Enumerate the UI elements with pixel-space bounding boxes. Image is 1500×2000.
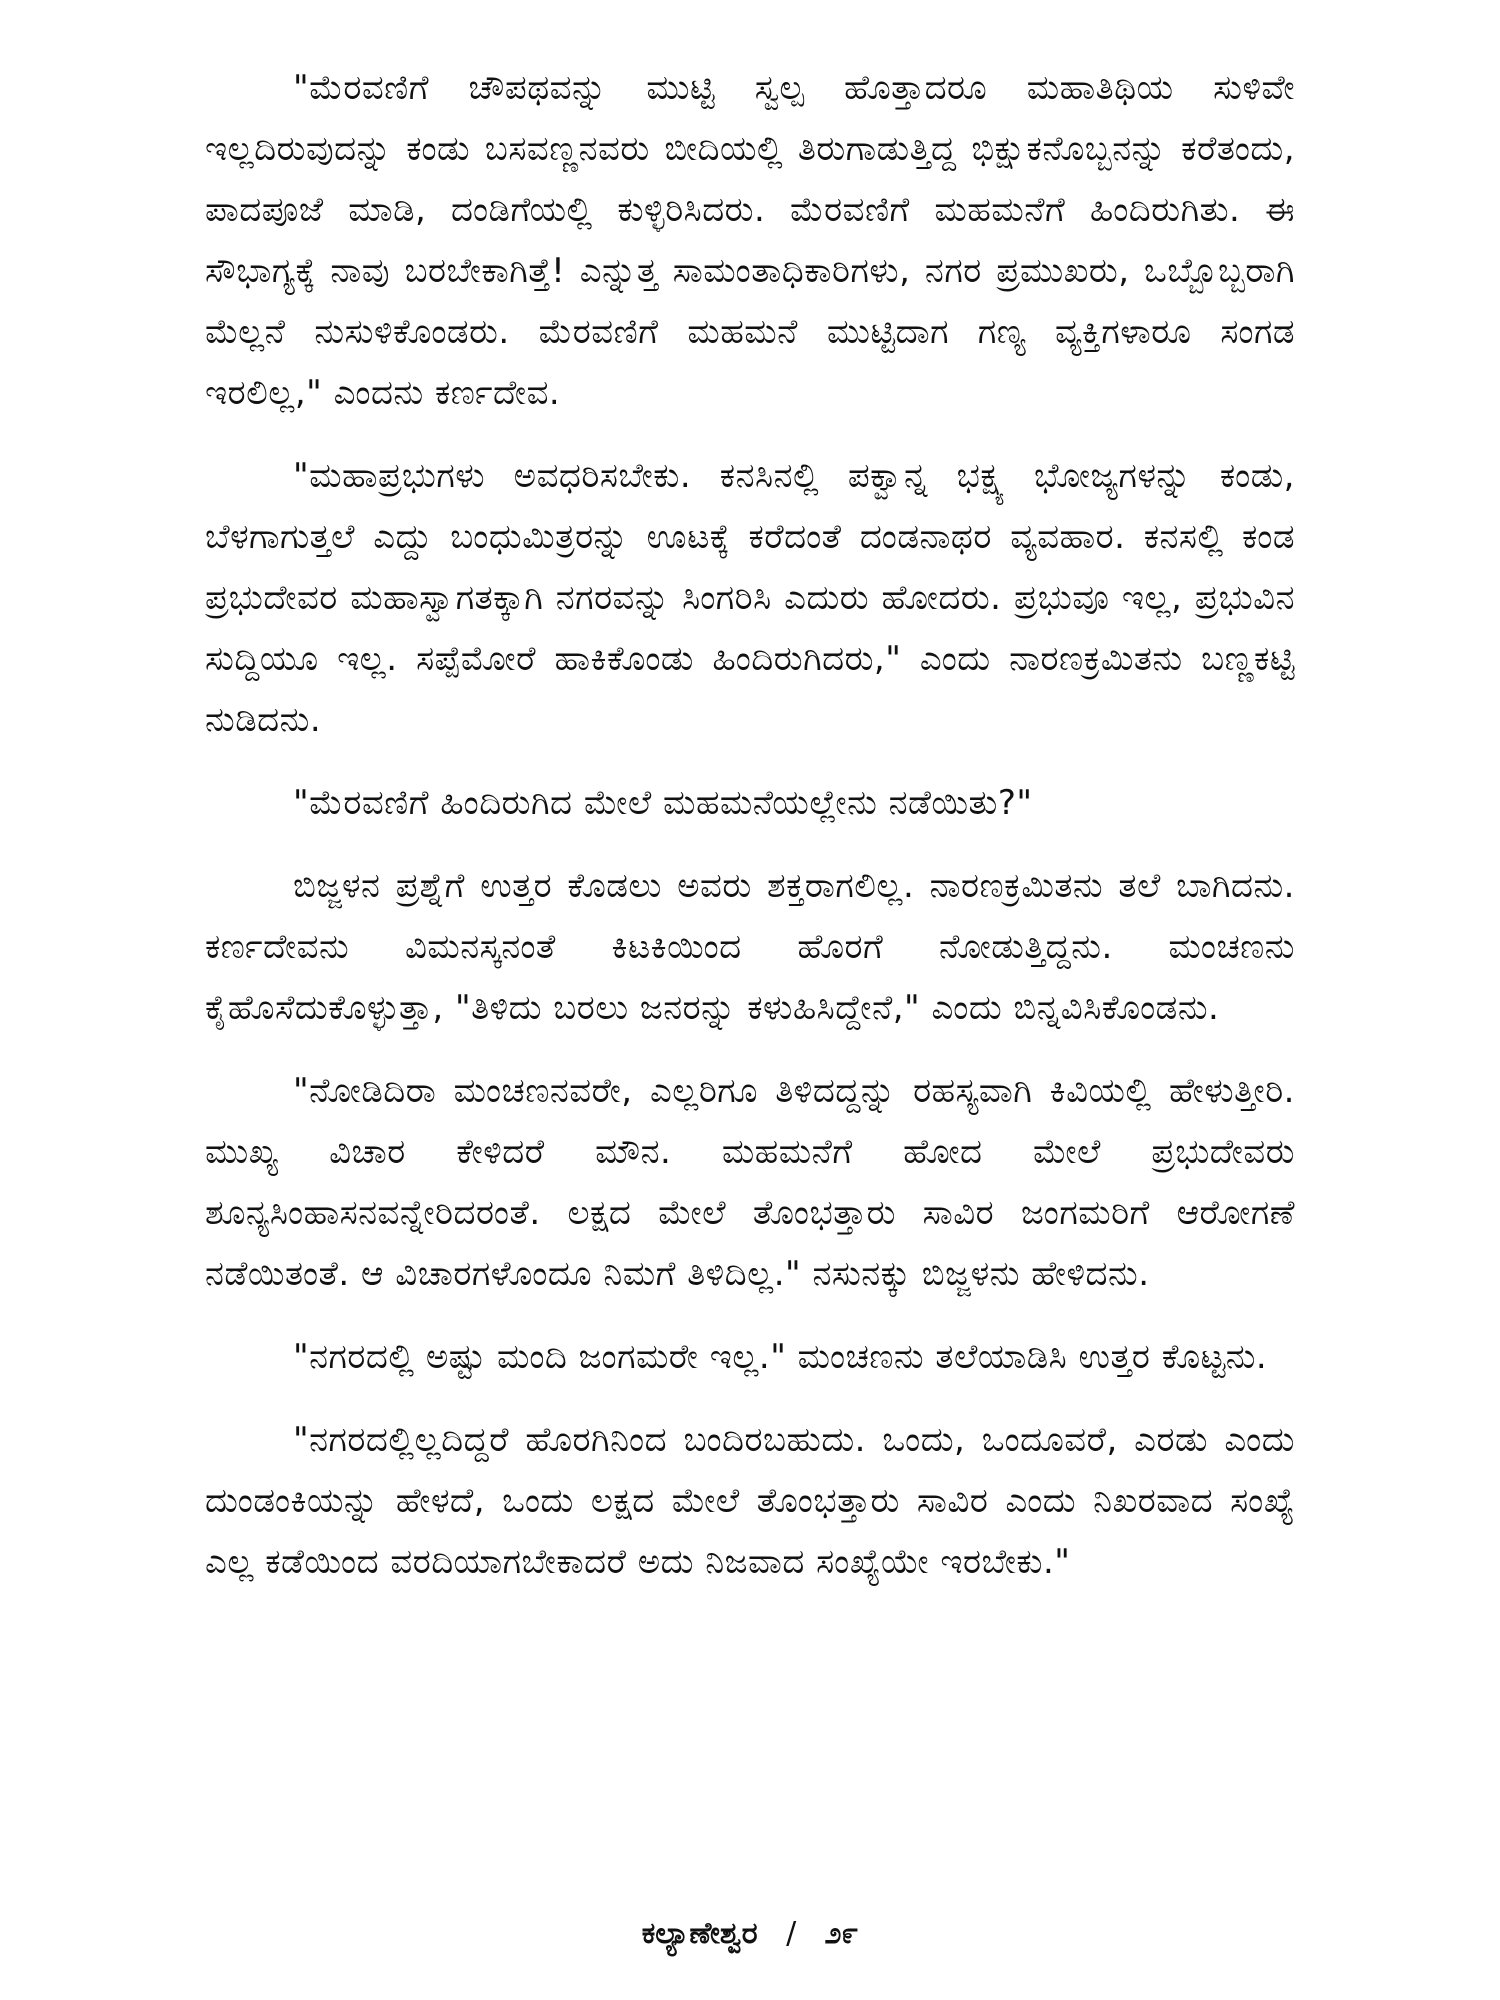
paragraph: "ಮೆರವಣಿಗೆ ಹಿಂದಿರುಗಿದ ಮೇಲೆ ಮಹಮನೆಯಲ್ಲೇನು ನಡೆಯಿತು?" [293, 783, 1033, 823]
book-title: ಕಲ್ಯಾಣೇಶ್ವರ [641, 1916, 758, 1951]
paragraph: "ಮಹಾಪ್ರಭುಗಳು ಅವಧರಿಸಬೇಕು. ಕನಸಿನಲ್ಲಿ ಪಕ್ವಾನ್ನ ಭಕ್ಷ್ಯ ಭೋಜ್ಯಗಳನ್ನು ಕಂಡು, ಬೆಳಗಾಗುತ್ತಲೆ ಎದ್ದು ಬಂಧುಮಿತ್ರರನ್ನು ಊಟಕ್ಕೆ ಕರೆದಂತೆ ದಂಡನಾಥರ ವ್ಯವಹಾರ. ಕನಸಲ್ಲಿ ಕಂಡ ಪ್ರಭುದೇವರ ಮಹಾಸ್ವಾಗತಕ್ಕಾಗಿ ನಗರವನ್ನು ಸಿಂಗರಿಸಿ ಎದುರು ಹೋದರು. ಪ್ರಭುವೂ ಇಲ್ಲ, ಪ್ರಭುವಿನ ಸುದ್ದಿಯೂ ಇಲ್ಲ. ಸಪ್ಪೆಮೋರೆ ಹಾಕಿಕೊಂಡು ಹಿಂದಿರುಗಿದರು," ಎಂದು ನಾರಣಕ್ರಮಿತನು ಬಣ್ಣಕಟ್ಟಿ ನುಡಿದನು. [205, 456, 1295, 740]
paragraph: "ನಗರದಲ್ಲಿ ಅಷ್ಟು ಮಂದಿ ಜಂಗಮರೇ ಇಲ್ಲ." ಮಂಚಣನು ತಲೆಯಾಡಿಸಿ ಉತ್ತರ ಕೊಟ್ಟನು. [293, 1337, 1268, 1377]
paragraph: "ಮೆರವಣಿಗೆ ಚೌಪಥವನ್ನು ಮುಟ್ಟಿ ಸ್ವಲ್ಪ ಹೊತ್ತಾದರೂ ಮಹಾತಿಥಿಯ ಸುಳಿವೇ ಇಲ್ಲದಿರುವುದನ್ನು ಕಂಡು ಬಸವಣ್ಣನವರು ಬೀದಿಯಲ್ಲಿ ತಿರುಗಾಡುತ್ತಿದ್ದ ಭಿಕ್ಷುಕನೊಬ್ಬನನ್ನು ಕರೆತಂದು, ಪಾದಪೂಜೆ ಮಾಡಿ, ದಂಡಿಗೆಯಲ್ಲಿ ಕುಳ್ಳಿರಿಸಿದರು. ಮೆರವಣಿಗೆ ಮಹಮನೆಗೆ ಹಿಂದಿರುಗಿತು. ಈ ಸೌಭಾಗ್ಯಕ್ಕೆ ನಾವು ಬರಬೇಕಾಗಿತ್ತೆ! ಎನ್ನುತ್ತ ಸಾಮಂತಾಧಿಕಾರಿಗಳು, ನಗರ ಪ್ರಮುಖರು, ಒಬ್ಬೊಬ್ಬರಾಗಿ ಮೆಲ್ಲನೆ ನುಸುಳಿಕೊಂಡರು. ಮೆರವಣಿಗೆ ಮಹಮನೆ ಮುಟ್ಟಿದಾಗ ಗಣ್ಯ ವ್ಯಕ್ತಿಗಳಾರೂ ಸಂಗಡ ಇರಲಿಲ್ಲ," ಎಂದನು ಕರ್ಣದೇವ. [205, 68, 1295, 413]
paragraph: ಬಿಜ್ಜಳನ ಪ್ರಶ್ನೆಗೆ ಉತ್ತರ ಕೊಡಲು ಅವರು ಶಕ್ತರಾಗಲಿಲ್ಲ. ನಾರಣಕ್ರಮಿತನು ತಲೆ ಬಾಗಿದನು. ಕರ್ಣದೇವನು ವಿಮನಸ್ಕನಂತೆ ಕಿಟಕಿಯಿಂದ ಹೊರಗೆ ನೋಡುತ್ತಿದ್ದನು. ಮಂಚಣನು ಕೈಹೊಸೆದುಕೊಳ್ಳುತ್ತಾ, "ತಿಳಿದು ಬರಲು ಜನರನ್ನು ಕಳುಹಿಸಿದ್ದೇನೆ," ಎಂದು ಬಿನ್ನವಿಸಿಕೊಂಡನು. [205, 866, 1295, 1028]
paragraph: "ನಗರದಲ್ಲಿಲ್ಲದಿದ್ದರೆ ಹೊರಗಿನಿಂದ ಬಂದಿರಬಹುದು. ಒಂದು, ಒಂದೂವರೆ, ಎರಡು ಎಂದು ದುಂಡಂಕಿಯನ್ನು ಹೇಳದೆ, ಒಂದು ಲಕ್ಷದ ಮೇಲೆ ತೊಂಭತ್ತಾರು ಸಾವಿರ ಎಂದು ನಿಖರವಾದ ಸಂಖ್ಯೆ ಎಲ್ಲ ಕಡೆಯಿಂದ ವರದಿಯಾಗಬೇಕಾದರೆ ಅದು ನಿಜವಾದ ಸಂಖ್ಯೆಯೇ ಇರಬೇಕು." [205, 1420, 1295, 1582]
paragraph: "ನೋಡಿದಿರಾ ಮಂಚಣನವರೇ, ಎಲ್ಲರಿಗೂ ತಿಳಿದದ್ದನ್ನು ರಹಸ್ಯವಾಗಿ ಕಿವಿಯಲ್ಲಿ ಹೇಳುತ್ತೀರಿ. ಮುಖ್ಯ ವಿಚಾರ ಕೇಳಿದರೆ ಮೌನ. ಮಹಮನೆಗೆ ಹೋದ ಮೇಲೆ ಪ್ರಭುದೇವರು ಶೂನ್ಯಸಿಂಹಾಸನವನ್ನೇರಿದರಂತೆ. ಲಕ್ಷದ ಮೇಲೆ ತೊಂಭತ್ತಾರು ಸಾವಿರ ಜಂಗಮರಿಗೆ ಆರೋಗಣೆ ನಡೆಯಿತಂತೆ. ಆ ವಿಚಾರಗಳೊಂದೂ ನಿಮಗೆ ತಿಳಿದಿಲ್ಲ." ನಸುನಕ್ಕು ಬಿಜ್ಜಳನು ಹೇಳಿದನು. [205, 1071, 1295, 1294]
footer-separator: / [786, 1916, 797, 1951]
page-number: ೨೯ [824, 1916, 859, 1951]
page-footer [0, 1916, 1500, 1951]
page-body [205, 58, 1295, 1938]
